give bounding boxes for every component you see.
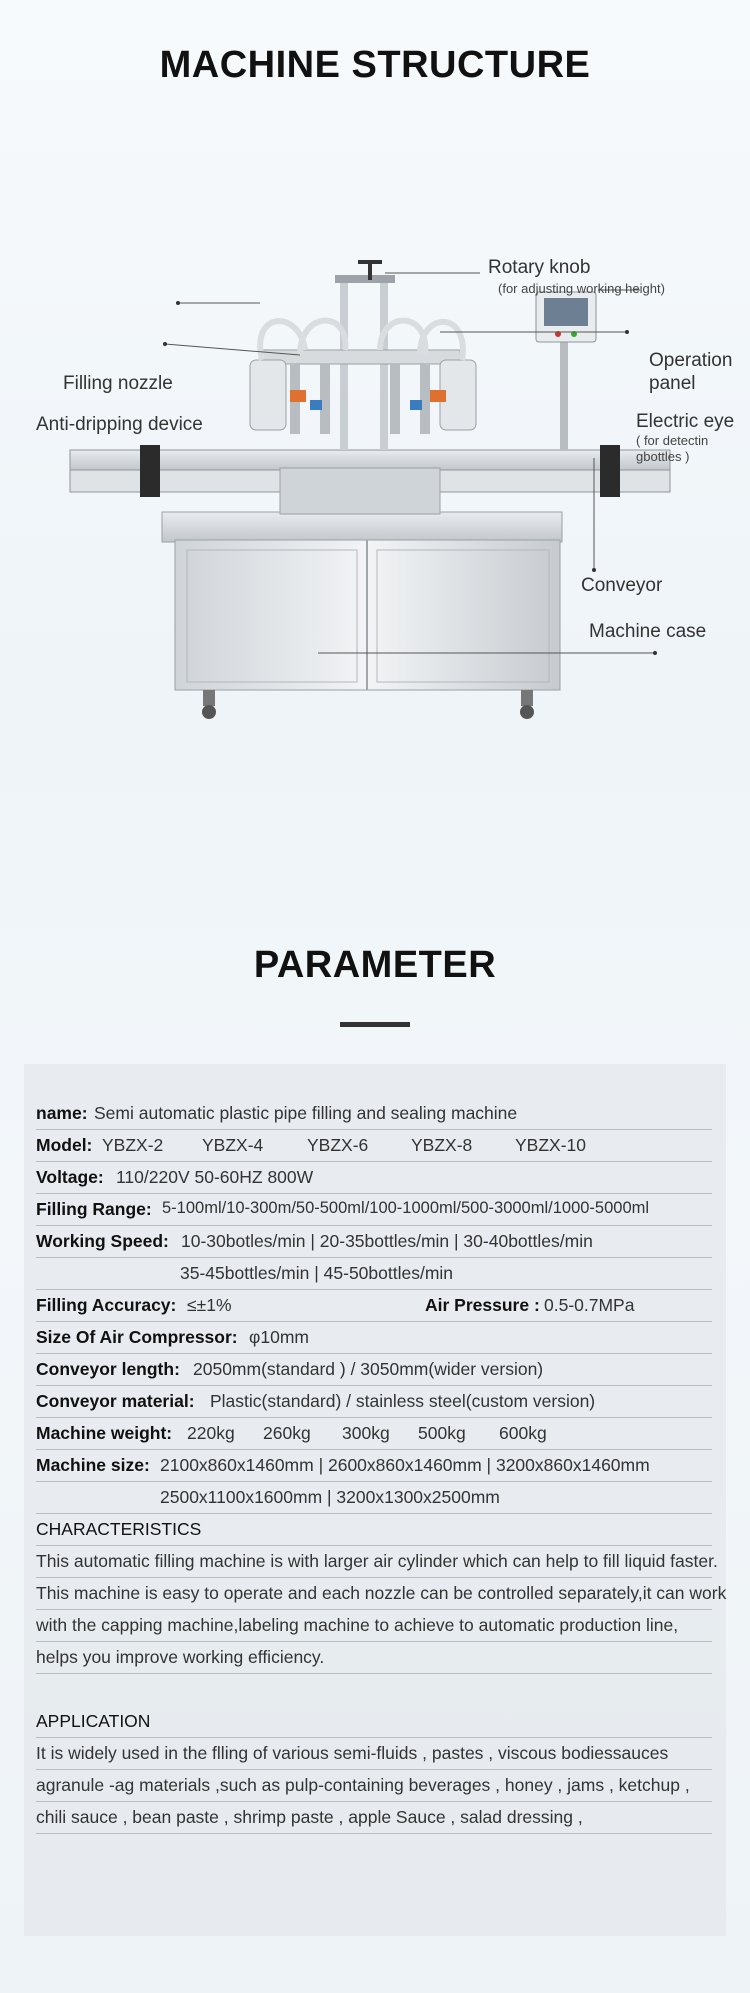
characteristics-text: helps you improve working efficiency. xyxy=(36,1647,325,1667)
characteristics-text: with the capping machine,labeling machine to achieve to automatic production line, xyxy=(36,1615,679,1635)
machine-weight-value: 260kg xyxy=(263,1423,311,1443)
title-underline xyxy=(340,1022,410,1027)
application-text: agranule -ag materials ,such as pulp-containing beverages , honey , jams , ketchup , xyxy=(36,1775,690,1795)
name-label: name: xyxy=(36,1103,88,1123)
application-heading-row xyxy=(36,1706,712,1738)
characteristics-line xyxy=(36,1578,727,1610)
conveyor-label: Conveyor xyxy=(581,575,663,596)
model-value: YBZX-2 xyxy=(102,1135,164,1155)
param-row-size xyxy=(36,1450,712,1482)
voltage-value: 110/220V 50-60HZ 800W xyxy=(116,1167,314,1187)
machine-structure-title: MACHINE STRUCTURE xyxy=(159,44,591,86)
rotary-knob-sublabel: (for adjusting working height) xyxy=(498,281,665,296)
param-row-name xyxy=(36,1098,712,1130)
working-speed-label: Working Speed: xyxy=(36,1231,169,1251)
application-text: chili sauce , bean paste , shrimp paste , apple Sauce , salad dressing , xyxy=(36,1807,583,1827)
conveyor-length-label: Conveyor length: xyxy=(36,1359,180,1379)
electric-eye-sublabel-2: gbottles ) xyxy=(636,449,690,464)
characteristics-heading: CHARACTERISTICS xyxy=(36,1519,202,1539)
voltage-label: Voltage: xyxy=(36,1167,104,1187)
machine-weight-value: 500kg xyxy=(418,1423,466,1443)
machine-weight-value: 300kg xyxy=(342,1423,390,1443)
param-row-accuracy xyxy=(36,1290,712,1322)
characteristics-line xyxy=(36,1642,712,1674)
param-row-working-speed-2 xyxy=(36,1258,712,1290)
conveyor-material-value: Plastic(standard) / stainless steel(custom version) xyxy=(210,1391,596,1411)
characteristics-text: This machine is easy to operate and each nozzle can be controlled separately,it can work xyxy=(36,1583,727,1603)
filling-range-value: 5-100ml/10-300m/50-500ml/100-1000ml/500-3000ml/1000-5000ml xyxy=(162,1199,650,1217)
name-value: Semi automatic plastic pipe filling and sealing machine xyxy=(94,1103,518,1123)
operation-panel-label-2: panel xyxy=(649,373,696,394)
filling-accuracy-label: Filling Accuracy: xyxy=(36,1295,177,1315)
param-row-size-2 xyxy=(36,1482,712,1514)
working-speed-value: 35-45bottles/min | 45-50bottles/min xyxy=(180,1263,454,1283)
anti-dripping-label: Anti-dripping device xyxy=(36,414,203,435)
param-row-model xyxy=(36,1130,712,1162)
conveyor-material-label: Conveyor material: xyxy=(36,1391,195,1411)
parameter-title: PARAMETER xyxy=(253,944,497,986)
filling-accuracy-value: ≤±1% xyxy=(187,1295,232,1315)
conveyor-length-value: 2050mm(standard ) / 3050mm(wider version) xyxy=(193,1359,544,1379)
param-row-voltage xyxy=(36,1162,712,1194)
filling-nozzle-label: Filling nozzle xyxy=(63,373,173,394)
machine-size-value: 2100x860x1460mm | 2600x860x1460mm | 3200x860x1460mm xyxy=(160,1455,650,1475)
characteristics-heading-row xyxy=(36,1514,712,1546)
param-row-conveyor-material xyxy=(36,1386,712,1418)
param-row-filling-range xyxy=(36,1194,712,1226)
machine-size-value: 2500x1100x1600mm | 3200x1300x2500mm xyxy=(160,1487,500,1507)
model-value: YBZX-4 xyxy=(202,1135,264,1155)
air-pressure-label: Air Pressure : xyxy=(425,1295,540,1315)
filling-machine-illustration xyxy=(0,240,750,740)
model-value: YBZX-8 xyxy=(411,1135,473,1155)
operation-panel-label-1: Operation xyxy=(649,350,733,371)
application-line xyxy=(36,1770,712,1802)
air-compressor-label: Size Of Air Compressor: xyxy=(36,1327,238,1347)
application-heading: APPLICATION xyxy=(36,1711,151,1731)
param-row-compressor xyxy=(36,1322,712,1354)
model-label: Model: xyxy=(36,1135,93,1155)
characteristics-line xyxy=(36,1610,712,1642)
param-row-conveyor-length xyxy=(36,1354,712,1386)
parameter-panel xyxy=(24,1064,726,1936)
characteristics-text: This automatic filling machine is with larger air cylinder which can help to fill liquid faster. xyxy=(36,1551,718,1571)
param-row-weight xyxy=(36,1418,712,1450)
electric-eye-label: Electric eye xyxy=(636,411,735,432)
application-line xyxy=(36,1738,712,1770)
model-value: YBZX-10 xyxy=(515,1135,586,1155)
rotary-knob-label: Rotary knob xyxy=(488,257,591,278)
machine-weight-label: Machine weight: xyxy=(36,1423,173,1443)
machine-weight-value: 220kg xyxy=(187,1423,235,1443)
characteristics-line xyxy=(36,1546,718,1578)
machine-case-label: Machine case xyxy=(589,621,707,642)
application-text: It is widely used in the flling of various semi-fluids , pastes , viscous bodiessauces xyxy=(36,1743,669,1763)
electric-eye-sublabel-1: ( for detectin xyxy=(636,433,709,448)
machine-weight-value: 600kg xyxy=(499,1423,547,1443)
air-pressure-value: 0.5-0.7MPa xyxy=(544,1295,635,1315)
working-speed-value: 10-30botles/min | 20-35bottles/min | 30-40bottles/min xyxy=(181,1231,593,1251)
model-value: YBZX-6 xyxy=(307,1135,369,1155)
air-compressor-value: φ10mm xyxy=(249,1327,309,1347)
param-row-working-speed xyxy=(36,1226,712,1258)
filling-range-label: Filling Range: xyxy=(36,1199,152,1219)
machine-size-label: Machine size: xyxy=(36,1455,150,1475)
application-line xyxy=(36,1802,712,1834)
